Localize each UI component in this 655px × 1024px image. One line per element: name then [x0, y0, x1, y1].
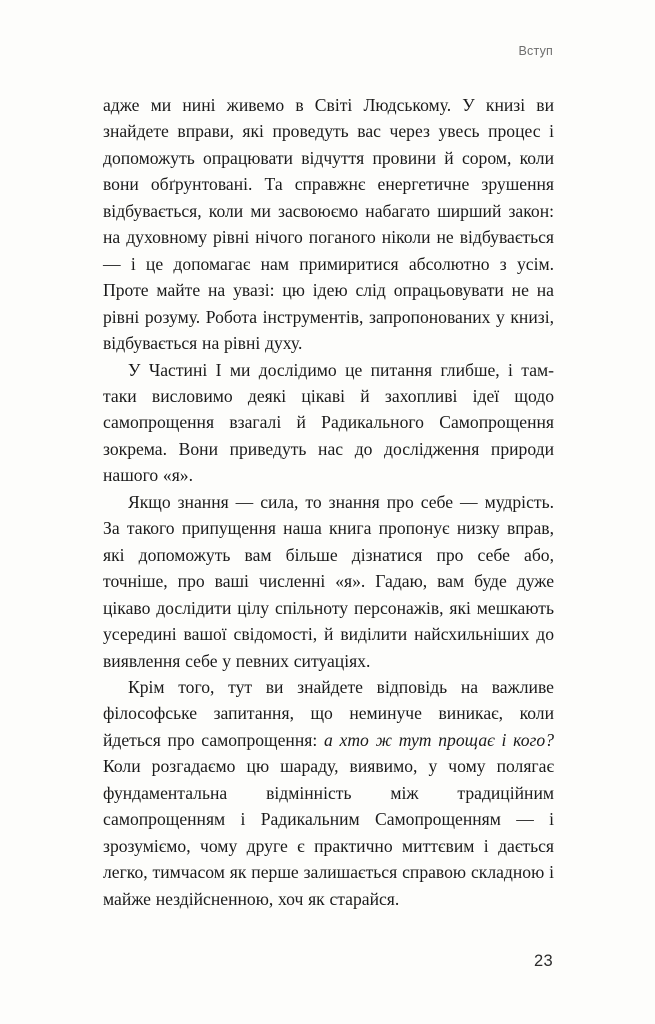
paragraph-2: У Частині I ми дослідимо це питання глибше, і там-таки висловимо деякі цікаві й захопливі ідеї щодо самопрощення взагалі й Радикального Самопрощення зокрема. Вони приведуть нас до дослідження природи нашого «я».: [103, 359, 554, 486]
paragraph-3: Якщо знання — сила, то знання про себе — мудрість. За такого припущення наша книга пропонує низку вправ, які допоможуть вам більше дізнатися про себе або, точніше, про ваші численні «я». Гадаю, вам буде дуже цікаво дослідити цілу спільноту персонажів, які мешкають усередині вашої свідомості, й виділити найсхильніших до виявлення себе у певних ситуаціях.: [103, 491, 554, 671]
paragraph-4: [103, 674, 554, 912]
running-header: Вступ: [518, 44, 553, 58]
paragraph-1: адже ми нині живемо в Світі Людському. У книзі ви знайдете вправи, які проведуть вас через увесь процес і допоможуть опрацювати відчуття провини й сором, коли вони обґрунтовані. Та справжнє енергетичне зрушення відбувається, коли ми засвоюємо набагато ширший закон: на духовному рівні нічого поганого ніколи не відбувається — і це допомагає нам примиритися абсолютно з усім. Проте майте на увазі: цю ідею слід опрацьовувати не на рівні розуму. Робота інструментів, запропонованих у книзі, відбувається на рівні духу.: [103, 95, 554, 354]
paragraph-4-segment-roman-lead: Крім того, тут ви знайдете відповідь на важливе філософське запитання, що неминуче виникає, коли йдеться про самопрощення:: [103, 676, 554, 750]
paragraph-4-segment-italic-question: а хто ж тут прощає і кого?: [323, 729, 554, 750]
page-number: 23: [534, 952, 553, 970]
paragraph-4-segment-roman-tail: Коли розгадаємо цю шараду, виявимо, у чому полягає фундаментальна відмінність між традиційним самопрощенням і Радикальним Самопрощенням — і зрозуміємо, чому друге є практично миттєвим і дається легко, тимчасом як перше залишається справою складною і майже нездійсненною, хоч як старайся.: [103, 756, 554, 909]
body-text-block: [103, 92, 554, 912]
